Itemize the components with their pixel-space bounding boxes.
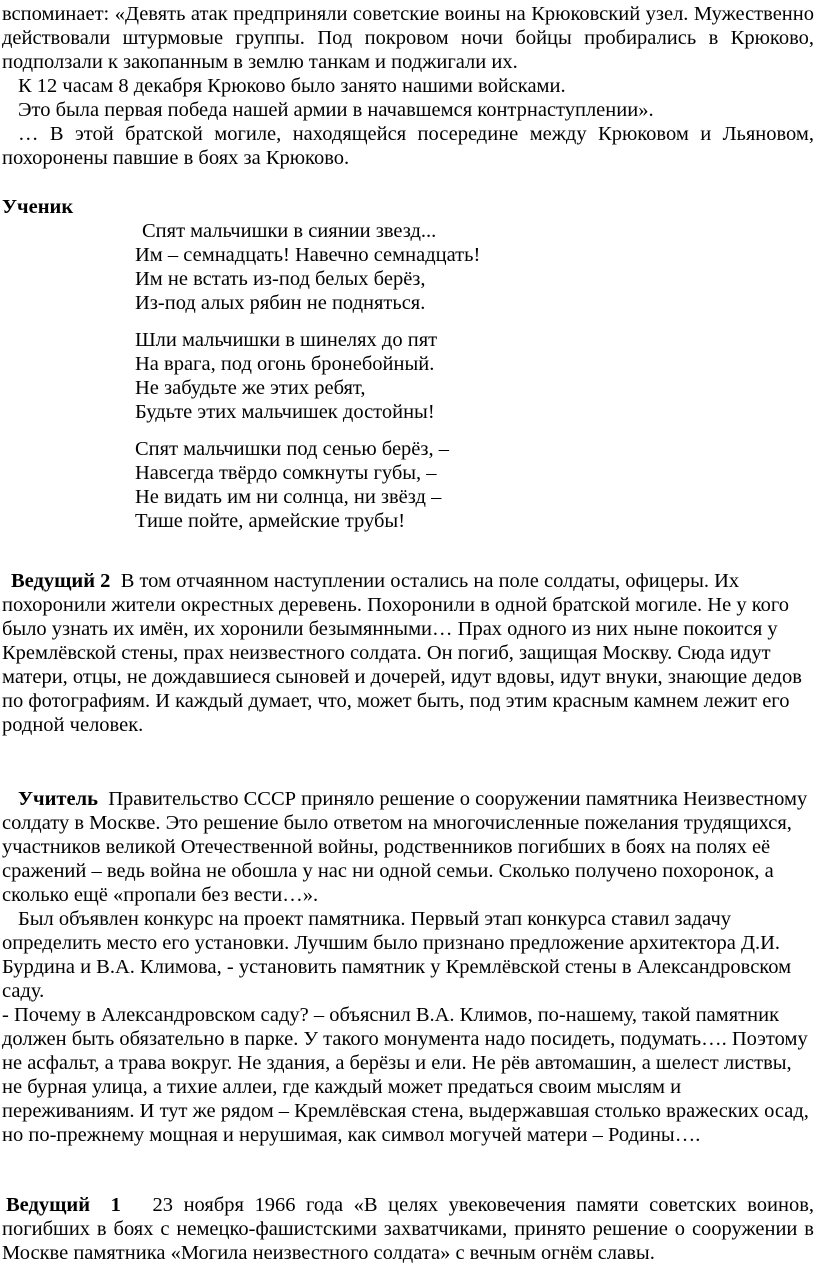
- teacher-text-1: Правительство СССР приняло решение о сооружении памятника Неизвестному солдату в Москве. Это решение было ответом на многочисленные пожелания трудящихся, участников великой Отечественной войны, родственников погибших в боях на полях её сражений – ведь война не обошла у нас ни одной семьи. Сколько получено похоронок, а сколько ещё «пропали без вести…».: [2, 788, 808, 906]
- host2-text: В том отчаянном наступлении остались на поле солдаты, офицеры. Их похоронили жители окрестных деревень. Похоронили в одной братской могиле. Не у кого было узнать их имён, их хоронили безымянными… Прах одного из них ныне покоится у Кремлёвской стены, прах неизвестного солдата. Он погиб, защищая Москву. Сюда идут матери, отцы, не дождавшиеся сыновей и дочерей, идут вдовы, идут внуки, знающие дедов по фотографиям. И каждый думает, что, может быть, под этим красным камнем лежит его родной человек.: [2, 570, 802, 736]
- student-speaker-label: Ученик: [2, 196, 74, 218]
- poem-line: Шли мальчишки в шинелях до пят: [135, 329, 438, 351]
- poem-line: Будьте этих мальчишек достойны!: [135, 401, 435, 423]
- intro-paragraph-2: К 12 часам 8 декабря Крюково было занято нашими войсками.: [18, 75, 566, 97]
- poem-line: Из-под алых рябин не подняться.: [135, 292, 426, 314]
- poem-line: Спят мальчишки в сиянии звезд...: [142, 220, 437, 242]
- poem-line: Им – семнадцать! Навечно семнадцать!: [135, 244, 481, 266]
- intro-paragraph-1: вспоминает: «Девять атак предприняли советские воины на Крюковский узел. Мужественно действовали штурмовые группы. Под покровом ночи бойцы пробирались в Крюково, подползали к закопанным в землю танкам и поджигали их.: [2, 3, 814, 73]
- poem-line: Не видать им ни солнца, ни звёзд –: [135, 486, 442, 508]
- poem-line: Спят мальчишки под сенью берёз, –: [135, 438, 450, 460]
- host1-speaker-label: Ведущий 1: [6, 1194, 121, 1216]
- teacher-section: [2, 787, 814, 1147]
- poem-line: Им не встать из-под белых берёз,: [135, 268, 426, 290]
- poem-stanza-3: [135, 437, 635, 533]
- host2-speaker-label: Ведущий 2: [11, 570, 111, 592]
- poem-line: Тише пойте, армейские трубы!: [135, 510, 406, 532]
- teacher-text-2: Был объявлен конкурс на проект памятника. Первый этап конкурса ставил задачу определить место его установки. Лучшим было признано предложение архитектора Д.И. Бурдина и В.А. Климова, - установить памятник у Кремлёвской стены в Александровском саду.: [2, 908, 792, 1002]
- intro-section: [2, 2, 814, 170]
- intro-paragraph-3: Это была первая победа нашей армии в начавшемся контрнаступлении».: [18, 99, 654, 121]
- teacher-text-3: - Почему в Александровском саду? – объяснил В.А. Климов, по-нашему, такой памятник должен быть обязательно в парке. У такого монумента надо посидеть, подумать…. Поэтому не асфальт, а трава вокруг. Не здания, а берёзы и ели. Не рёв автомашин, а шелест листвы, не бурная улица, а тихие аллеи, где каждый может предаться своим мыслям и переживаниям. И тут же рядом – Кремлёвская стена, выдержавшая столько вражеских осад, но по-прежнему мощная и нерушимая, как символ могучей матери – Родины….: [2, 1004, 809, 1146]
- poem-line: На врага, под огонь бронебойный.: [135, 353, 435, 375]
- poem-stanza-1: [135, 219, 635, 315]
- teacher-speaker-label: Учитель: [18, 788, 98, 810]
- poem-line: Навсегда твёрдо сомкнуты губы, –: [135, 462, 437, 484]
- host1-section: [2, 1193, 814, 1265]
- host1-text: 23 ноября 1966 года «В целях увековечения памяти советских воинов, погибших в боях с немецко-фашистскими захватчиками, принято решение о сооружении в Москве памятника «Могила неизвестного солдата» с вечным огнём славы.: [2, 1194, 815, 1264]
- poem-line: Не забудьте же этих ребят,: [135, 377, 366, 399]
- intro-paragraph-4: … В этой братской могиле, находящейся посередине между Крюковом и Льяновом, похоронены павшие в боях за Крюково.: [2, 123, 814, 169]
- poem-stanza-2: [135, 328, 635, 424]
- host2-section: [2, 569, 814, 737]
